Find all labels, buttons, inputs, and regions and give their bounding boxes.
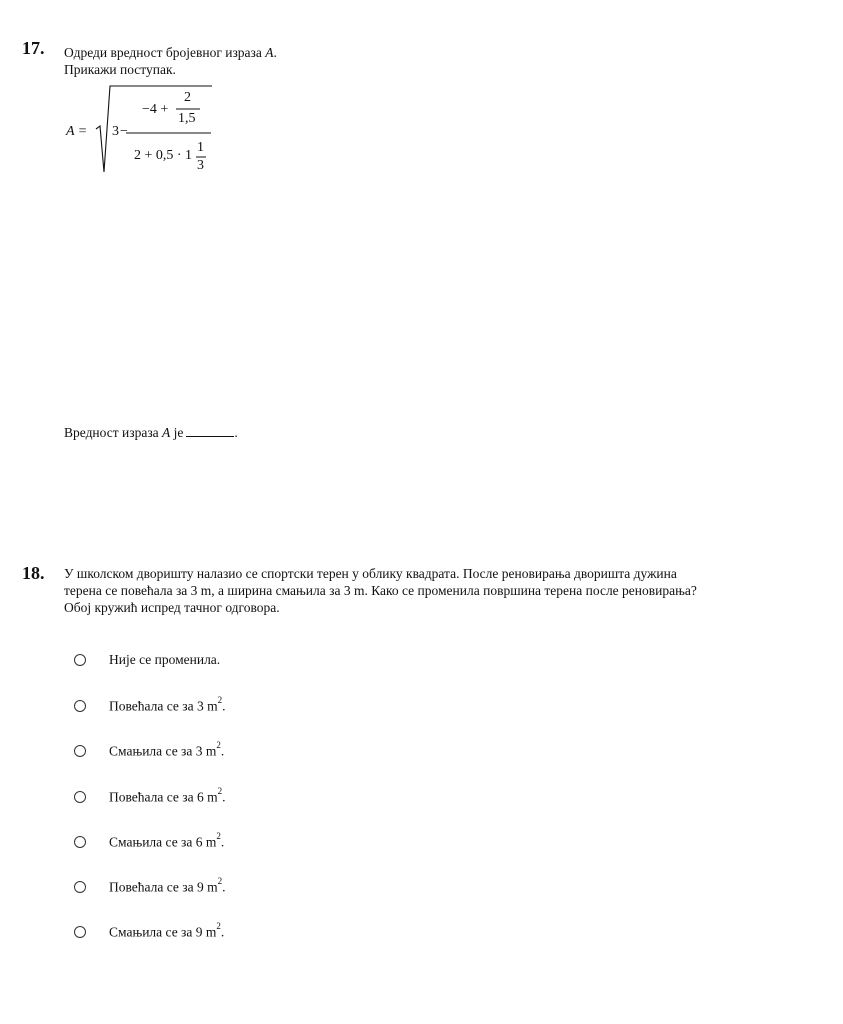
radio-circle-icon[interactable] <box>74 836 86 848</box>
option-5[interactable] <box>74 833 224 851</box>
formula-minus: − <box>120 124 128 139</box>
radio-circle-icon[interactable] <box>74 700 86 712</box>
option-label: Смањила се за 9 $m^2$. <box>109 921 225 940</box>
mixed-denominator: 3 <box>197 158 204 173</box>
radio-circle-icon[interactable] <box>74 745 86 757</box>
question-17-line1-text: Одреди вредност бројевног израза <box>64 45 266 60</box>
question-18-line2: терена се повећала за 3 m, а ширина смањила за 3 m. Како се променила површина терена после реновирања? <box>64 583 697 598</box>
option-label: Повећала се за 3 $m^2$. <box>109 695 226 714</box>
option-7[interactable] <box>74 923 224 941</box>
question-number-17: 17. <box>22 38 45 58</box>
variable-a: A <box>265 45 274 60</box>
radio-circle-icon[interactable] <box>74 926 86 938</box>
option-6[interactable] <box>74 878 225 896</box>
question-17-line2-text: Прикажи поступак. <box>64 62 176 77</box>
period: . <box>273 45 277 60</box>
option-1[interactable] <box>74 652 220 668</box>
formula-three: 3 <box>112 124 119 139</box>
inner-denominator: 1,5 <box>178 111 196 126</box>
radio-circle-icon[interactable] <box>74 881 86 893</box>
answer-prefix: Вредност израза <box>64 425 163 440</box>
radio-circle-icon[interactable] <box>74 791 86 803</box>
question-number-18: 18. <box>22 563 45 583</box>
option-2[interactable] <box>74 697 225 715</box>
question-18-line1: У школском дворишту налазио се спортски терен у облику квадрата. После реновирања дворишта дужина <box>64 566 677 581</box>
denominator-main: 2 + 0,5 · 1 <box>134 148 193 163</box>
option-label: Повећала се за 9 $m^2$. <box>109 876 226 895</box>
radio-circle-icon[interactable] <box>74 654 86 666</box>
option-label: Смањила се за 3 $m^2$. <box>109 740 225 759</box>
option-4[interactable] <box>74 788 225 806</box>
question-18-line3: Обој кружић испред тачног одговора. <box>64 600 280 615</box>
option-label: Није се променила. <box>109 652 221 667</box>
option-label: Смањила се за 6 $m^2$. <box>109 831 225 850</box>
answer-variable: A <box>162 425 171 440</box>
option-3[interactable] <box>74 742 224 760</box>
formula-a <box>66 82 226 182</box>
option-label: Повећала се за 6 $m^2$. <box>109 786 226 805</box>
question-17-prompt <box>64 44 277 78</box>
mixed-numerator: 1 <box>197 140 204 155</box>
answer-blank[interactable] <box>186 424 234 437</box>
question-18-prompt <box>64 565 697 616</box>
formula-numerator-part: −4 + <box>142 102 169 117</box>
formula-lhs: A = <box>66 124 88 139</box>
inner-numerator: 2 <box>184 90 191 105</box>
answer-line-17 <box>64 424 238 441</box>
answer-suffix: је <box>170 425 184 440</box>
answer-end: . <box>234 425 238 440</box>
